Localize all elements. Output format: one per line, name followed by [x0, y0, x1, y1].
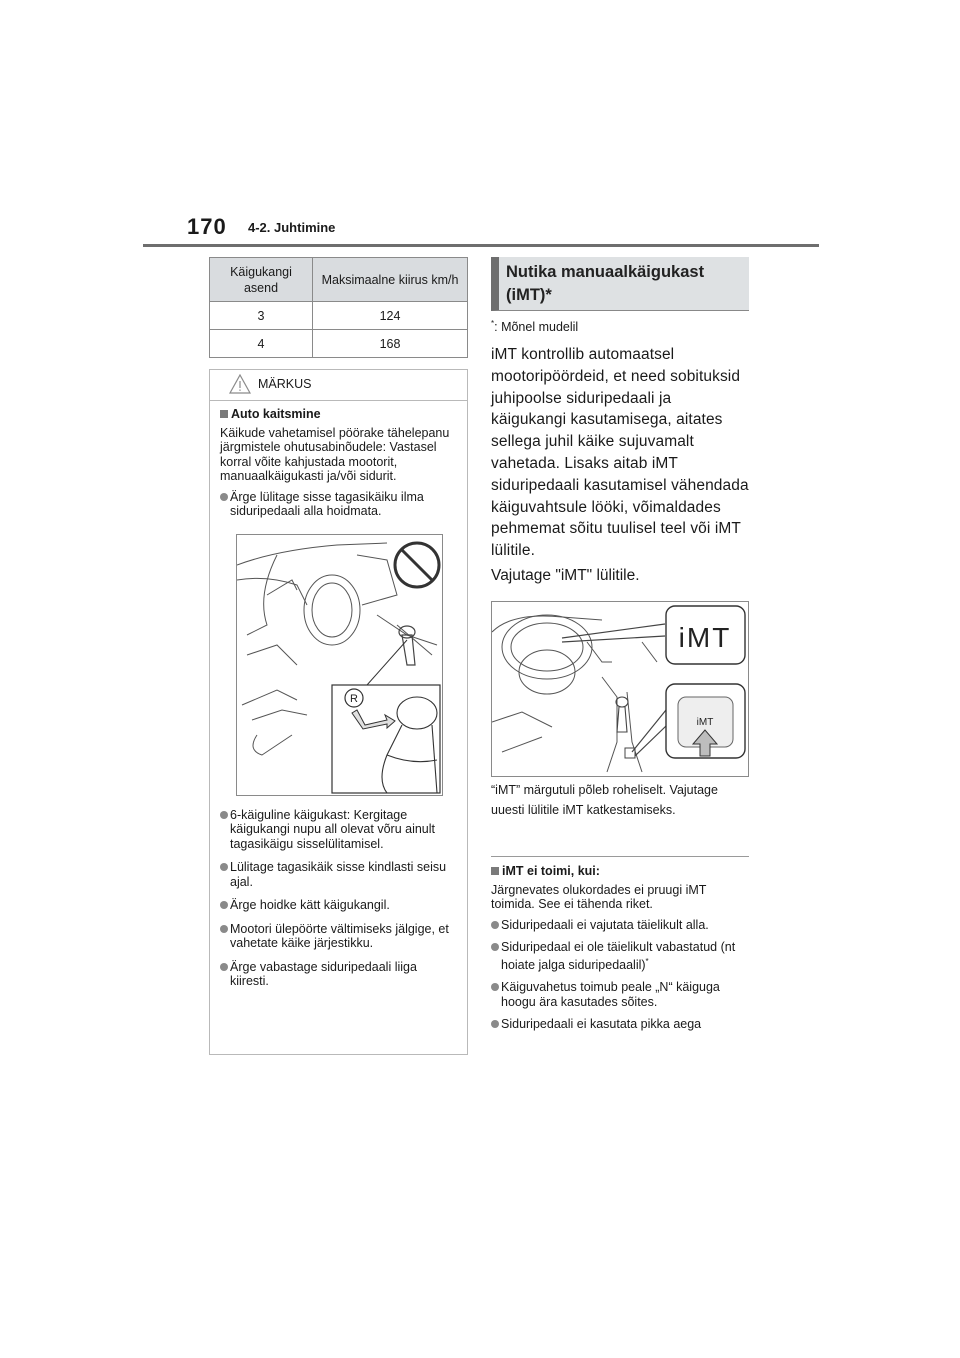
table-row	[210, 302, 468, 330]
table-cell-gear: 4	[210, 330, 313, 358]
notice-bullet: Ärge hoidke kätt käigukangil.	[220, 898, 457, 913]
imt-dashboard-drawing	[492, 602, 748, 776]
figure-label-r: R	[350, 692, 358, 705]
figure-caption: “iMT” märgutuli põleb roheliselt. Vajutage uuesti lülitile iMT katkestamiseks.	[491, 783, 718, 817]
imt-condition-bullet: Siduripedaali ei vajutata täielikult alla.	[491, 918, 749, 933]
notice-intro: Käikude vahetamisel pöörake tähelepanu järgmistele ohutusabinõudele: Vastasel korral võite kahjustada mootorit, manuaalkäigukasti ja/või sidurit.	[220, 425, 450, 483]
notice-bullet: Ärge vabastage siduripedaali liiga kiiresti.	[220, 960, 457, 989]
table-cell-gear: 3	[210, 302, 313, 330]
notice-bullet: Ärge lülitage sisse tagasikäiku ilma siduripedaali alla hoidmata.	[220, 490, 457, 519]
imt-condition-bullet: Käiguvahetus toimub peale „N“ käiguga hoogu ära kasutades sõites.	[491, 980, 749, 1009]
imt-condition-bullet: Siduripedaal ei ole täielikult vabastatud (nt hoiate jalga siduripedaalil)*	[491, 940, 749, 972]
imt-not-working-intro: Järgnevates olukordades ei pruugi iMT toimida. See ei tähenda riket.	[491, 882, 707, 911]
section-divider	[491, 856, 749, 857]
imt-switch-text: iMT	[696, 717, 714, 728]
imt-condition-bullet: Siduripedaali ei kasutata pikka aega	[491, 1017, 749, 1032]
imt-switch-illustration	[491, 601, 749, 777]
column-header-gear: Käigukangi asend	[210, 258, 313, 302]
notice-heading: Auto kaitsmine	[220, 407, 457, 422]
imt-section-title-box	[491, 257, 749, 311]
page-number: 170	[187, 214, 227, 239]
imt-not-working-section	[491, 862, 749, 1040]
imt-instruction: Vajutage "iMT" lülitile.	[491, 567, 640, 584]
gear-speed-table	[209, 257, 468, 358]
table-cell-speed: 124	[313, 302, 468, 330]
notice-bullet: 6-käiguline käigukast: Kergitage käigukangi nupu all olevat võru ainult tagasikäigu sisselülitamisel.	[220, 808, 457, 852]
table-row	[210, 330, 468, 358]
square-bullet-icon	[220, 410, 228, 418]
notice-box	[209, 369, 468, 1055]
cockpit-drawing	[237, 535, 442, 795]
notice-bullet: Mootori ülepöörte vältimiseks jälgige, et vahetate käike järjestikku.	[220, 922, 457, 951]
imt-not-working-heading: iMT ei toimi, kui:	[491, 864, 749, 879]
notice-title: MÄRKUS	[258, 377, 312, 391]
notice-header	[210, 370, 467, 401]
section-label: 4-2. Juhtimine	[248, 220, 336, 235]
table-header-row	[210, 258, 468, 302]
column-header-speed: Maksimaalne kiirus km/h	[313, 258, 468, 302]
table-cell-speed: 168	[313, 330, 468, 358]
warning-triangle-icon	[229, 374, 251, 394]
imt-section-title: Nutika manuaalkäigukast (iMT)*	[506, 263, 705, 304]
gear-shift-illustration	[236, 534, 443, 796]
header-divider	[143, 244, 819, 247]
notice-bullet: Lülitage tagasikäik sisse kindlasti seisu ajal.	[220, 860, 457, 889]
footnote: *: Mõnel mudelil	[491, 319, 579, 335]
imt-description: iMT kontrollib automaatsel mootoripöördeid, et need sobituksid juhipoolse siduripedaali ja käigukangi kasutamisega, aitates sellega juhil käike sujuvamalt vahetada. Lisaks aitab iMT siduripedaali kasutamisel vähendada käiguvahtsule lööki, võimaldades pehmemat sõitu tuulisel teel või iMT lülitile.	[491, 346, 749, 560]
square-bullet-icon	[491, 867, 499, 875]
imt-indicator-text: iMT	[678, 622, 732, 653]
